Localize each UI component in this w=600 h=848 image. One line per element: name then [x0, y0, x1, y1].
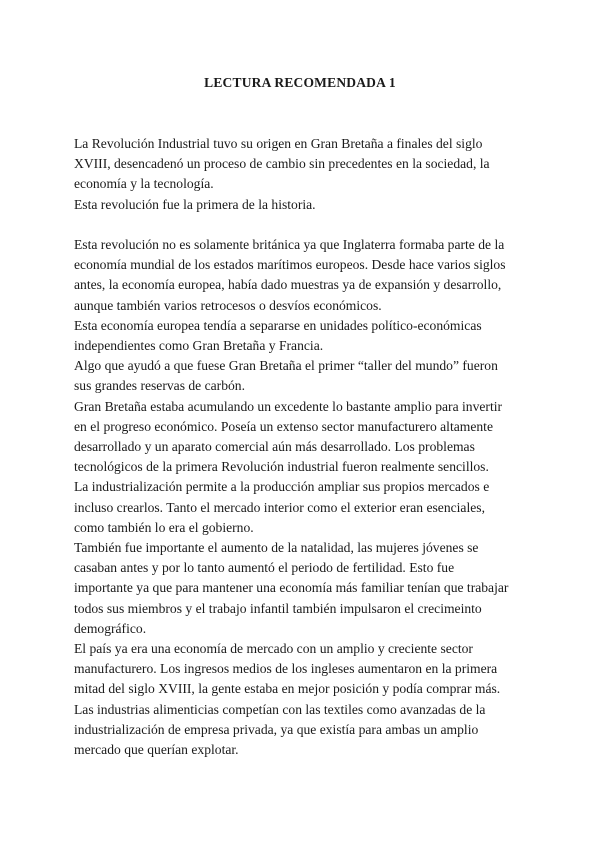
text-line: incluso crearlos. Tanto el mercado interior como el exterior eran esenciales, — [74, 499, 485, 515]
text-line: demográfico. — [74, 620, 147, 636]
text-line: importante ya que para mantener una economía más familiar tenían que trabajar — [74, 580, 509, 596]
text-line: economía mundial de los estados marítimos europeos. Desde hace varios siglos — [74, 257, 506, 273]
text-line: desarrollado y un aparato comercial aún más desarrollado. Los problemas — [74, 439, 475, 455]
text-line: Gran Bretaña estaba acumulando un excedente lo bastante amplio para invertir — [74, 398, 503, 414]
text-line: economía y la tecnología. — [74, 176, 214, 192]
text-line: Esta economía europea tendía a separarse en unidades político-económicas — [74, 317, 482, 333]
text-line: como también lo era el gobierno. — [74, 519, 254, 535]
text-line: La industrialización permite a la producción ampliar sus propios mercados e — [74, 479, 490, 495]
text-line: sus grandes reservas de carbón. — [74, 378, 245, 394]
document-title: LECTURA RECOMENDADA 1 — [204, 75, 396, 90]
text-line: industrialización de empresa privada, ya que existía para ambas un amplio — [74, 721, 479, 737]
text-line: El país ya era una economía de mercado con un amplio y creciente sector — [74, 641, 473, 657]
text-line: La Revolución Industrial tuvo su origen en Gran Bretaña a finales del siglo — [74, 136, 483, 151]
text-line: Esta revolución fue la primera de la historia. — [74, 196, 316, 212]
text-line: manufacturero. Los ingresos medios de los ingleses aumentaron en la primera — [74, 661, 498, 677]
text-line: mercado que querían explotar. — [74, 742, 239, 758]
text-line: tecnológicos de la primera Revolución industrial fueron realmente sencillos. — [74, 459, 489, 475]
text-line: en el progreso económico. Poseía un extenso sector manufacturero altamente — [74, 418, 493, 434]
text-line: Las industrias alimenticias competían con las textiles como avanzadas de la — [74, 701, 486, 717]
text-line: aunque también varios retrocesos o desvíos económicos. — [74, 297, 382, 313]
text-line: También fue importante el aumento de la natalidad, las mujeres jóvenes se — [74, 540, 479, 556]
text-line: antes, la economía europea, había dado muestras ya de expansión y desarrollo, — [74, 277, 502, 293]
text-line: todos sus miembros y el trabajo infantil también impulsaron el crecimeinto — [74, 600, 482, 616]
text-line: Algo que ayudó a que fuese Gran Bretaña el primer “taller del mundo” fueron — [74, 358, 498, 374]
text-line: independientes como Gran Bretaña y Francia. — [74, 338, 324, 354]
document-body — [74, 134, 534, 760]
text-line: mitad del siglo XVIII, la gente estaba en mejor posición y podía comprar más. — [74, 681, 501, 697]
text-line: casaban antes y por lo tanto aumentó el periodo de fertilidad. Esto fue — [74, 560, 455, 576]
text-line: XVIII, desencadenó un proceso de cambio sin precedentes en la sociedad, la — [74, 156, 490, 172]
paragraph-gap — [74, 215, 534, 235]
text-line: Esta revolución no es solamente británica ya que Inglaterra formaba parte de la — [74, 237, 505, 252]
